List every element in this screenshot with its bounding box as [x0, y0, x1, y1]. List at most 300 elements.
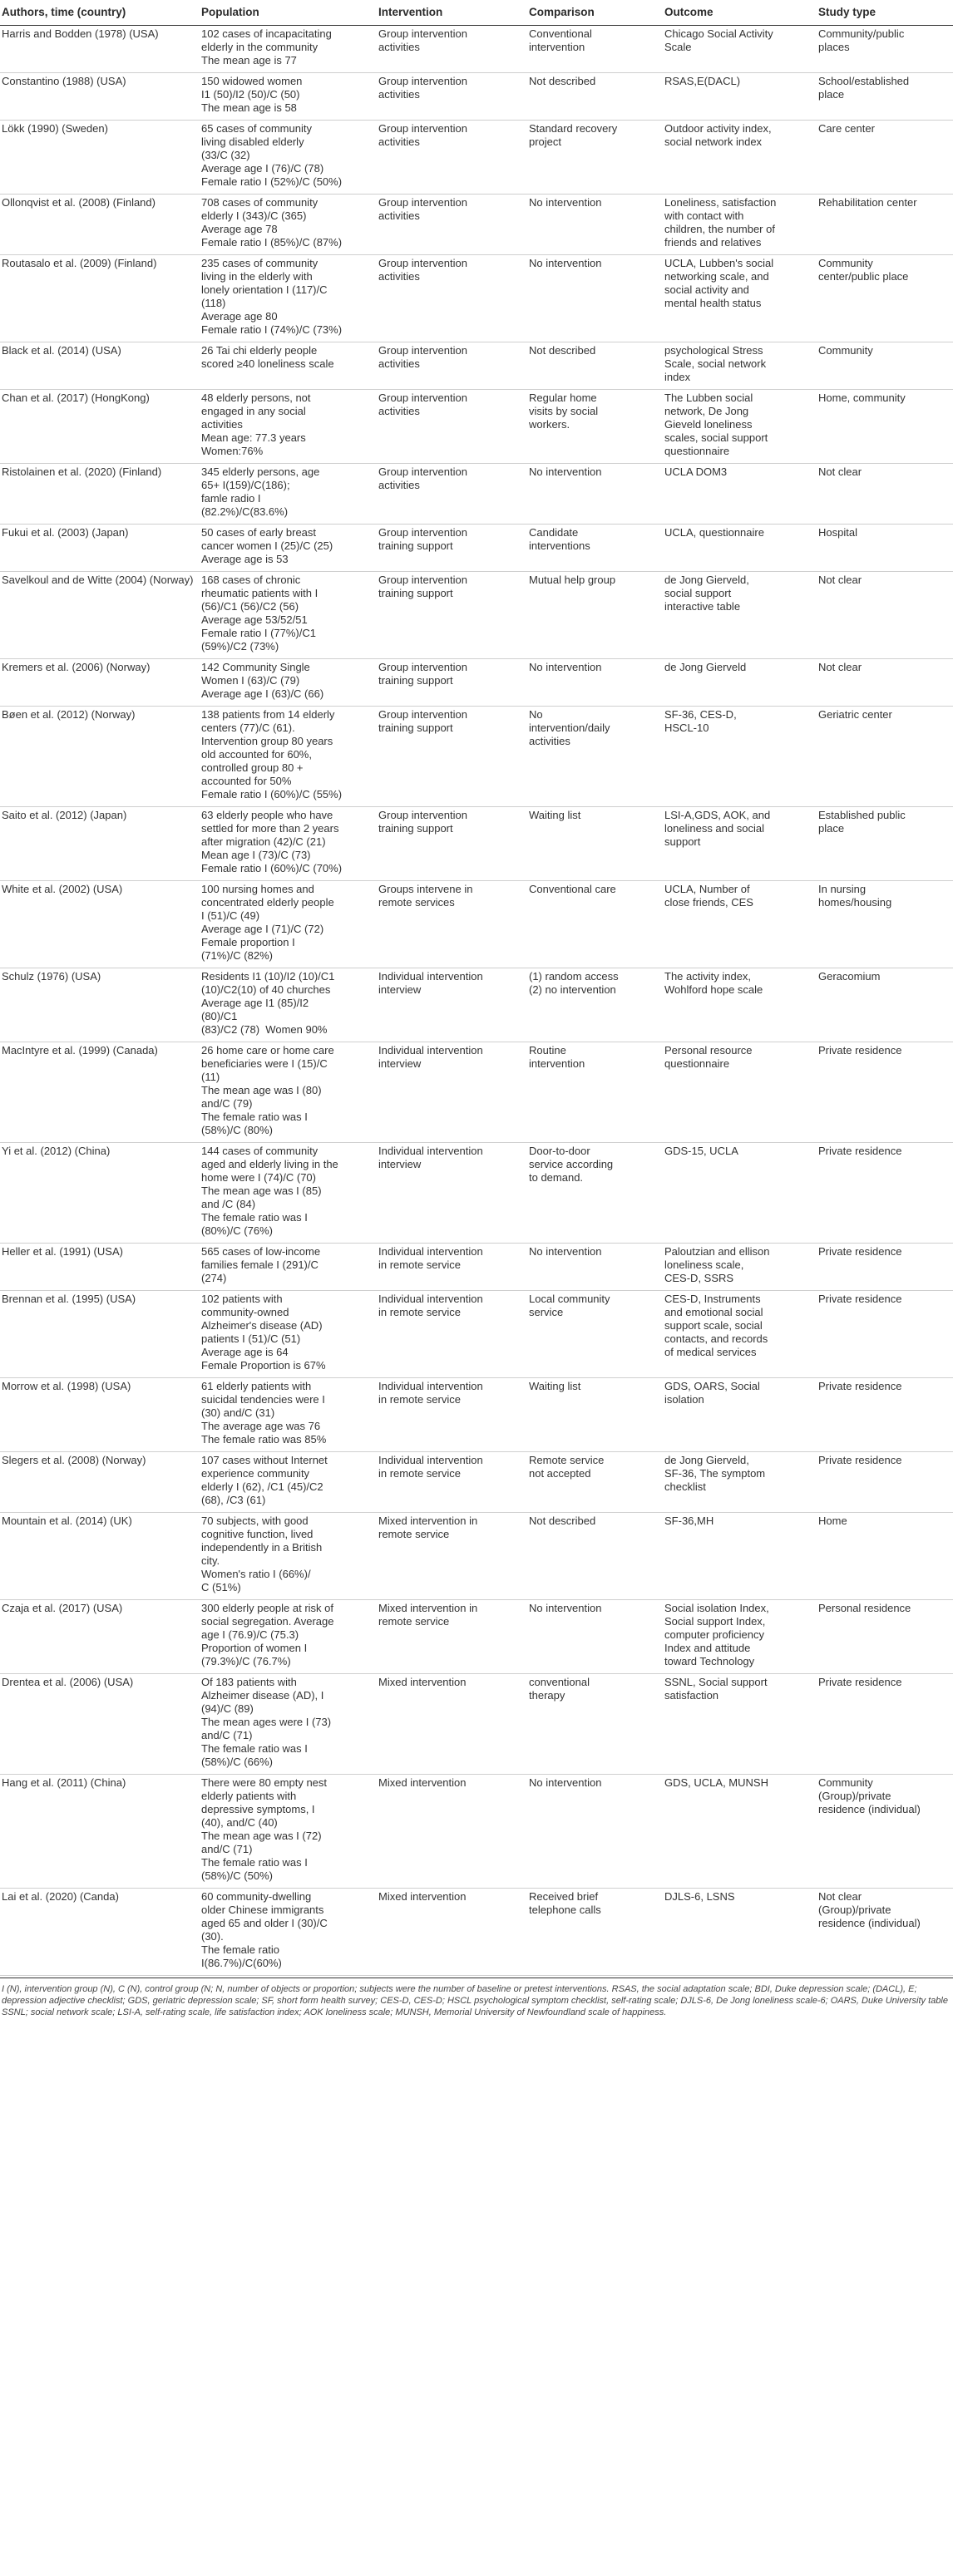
cell-population-line: I (51)/C (49) — [201, 909, 260, 922]
cell-intervention-line: Group intervention — [378, 75, 467, 87]
cell-population — [200, 572, 377, 659]
cell-comparison-line: No intervention — [529, 465, 602, 478]
cell-intervention-line: remote service — [378, 1528, 450, 1540]
cell-outcome-line: index — [664, 371, 691, 383]
cell-study-type-line: Not clear — [818, 465, 862, 478]
cell-population — [200, 1674, 377, 1775]
cell-population-line: beneficiaries were I (15)/C — [201, 1057, 328, 1070]
cell-population-line: older Chinese immigrants — [201, 1904, 324, 1916]
table-row — [0, 707, 953, 807]
cell-study-type — [817, 1775, 953, 1889]
table-row — [0, 1291, 953, 1378]
cell-author: Mountain et al. (2014) (UK) — [0, 1513, 200, 1600]
cell-study-type — [817, 121, 953, 195]
cell-study-type — [817, 807, 953, 881]
cell-comparison-line: Remote service — [529, 1454, 605, 1466]
cell-intervention — [377, 1378, 527, 1452]
cell-author: Slegers et al. (2008) (Norway) — [0, 1452, 200, 1513]
cell-population-line: community-owned — [201, 1306, 289, 1318]
cell-population — [200, 1378, 377, 1452]
cell-comparison-line: Received brief — [529, 1890, 599, 1903]
cell-comparison-line: to demand. — [529, 1171, 584, 1184]
cell-population-line: (58%)/C (66%) — [201, 1756, 273, 1768]
cell-population — [200, 1291, 377, 1378]
cell-population-line: (71%)/C (82%) — [201, 949, 273, 962]
cell-intervention-line: activities — [378, 405, 420, 417]
cell-population-line: elderly in the community — [201, 41, 318, 53]
cell-population — [200, 1775, 377, 1889]
cell-author: MacIntyre et al. (1999) (Canada) — [0, 1042, 200, 1143]
cell-outcome-line: Wohlford hope scale — [664, 983, 763, 996]
cell-study-type-line: Personal residence — [818, 1602, 911, 1614]
cell-population-line: (30) and/C (31) — [201, 1406, 275, 1419]
cell-comparison-line: Conventional — [529, 27, 592, 40]
cell-intervention-line: Group intervention — [378, 708, 467, 721]
cell-population-line: 102 patients with — [201, 1293, 283, 1305]
cell-outcome-line: loneliness and social — [664, 822, 764, 835]
cell-population-line: families female I (291)/C — [201, 1258, 318, 1271]
cell-population-line: social segregation. Average — [201, 1615, 334, 1628]
cell-population-line: (59%)/C2 (73%) — [201, 640, 279, 653]
cell-population-line: engaged in any social — [201, 405, 306, 417]
cell-population-line: 26 Tai chi elderly people — [201, 344, 318, 357]
cell-study-type — [817, 659, 953, 707]
cell-comparison-line: visits by social — [529, 405, 599, 417]
cell-author: Heller et al. (1991) (USA) — [0, 1244, 200, 1291]
cell-outcome — [663, 1889, 817, 1976]
cell-study-type — [817, 1291, 953, 1378]
cell-population-line: (94)/C (89) — [201, 1702, 254, 1715]
cell-intervention — [377, 1291, 527, 1378]
cell-study-type-line: In nursing — [818, 883, 867, 895]
cell-population-line: Female proportion I — [201, 936, 295, 948]
cell-study-type-line: residence (individual) — [818, 1917, 921, 1929]
cell-outcome — [663, 1244, 817, 1291]
cell-population-line: The mean age was I (85) — [201, 1185, 322, 1197]
cell-author: Czaja et al. (2017) (USA) — [0, 1600, 200, 1674]
cell-study-type — [817, 968, 953, 1042]
cell-study-type-line: residence (individual) — [818, 1803, 921, 1815]
header-row — [0, 0, 953, 26]
cell-study-type-line: Private residence — [818, 1293, 902, 1305]
cell-intervention — [377, 1244, 527, 1291]
header-outcome: Outcome — [663, 0, 817, 26]
table-row — [0, 1600, 953, 1674]
cell-study-type — [817, 464, 953, 525]
table-row — [0, 1378, 953, 1452]
table-row — [0, 1674, 953, 1775]
table-header — [0, 0, 953, 26]
cell-population-line: Female Proportion is 67% — [201, 1359, 326, 1372]
cell-population-line: I(86.7%)/C(60%) — [201, 1957, 282, 1969]
cell-comparison — [527, 1143, 663, 1244]
cell-study-type-line: Community — [818, 344, 873, 357]
cell-population-line: and/C (71) — [201, 1729, 253, 1741]
cell-population-line: Female ratio I (74%)/C (73%) — [201, 323, 343, 336]
cell-intervention-line: Group intervention — [378, 661, 467, 673]
cell-comparison — [527, 659, 663, 707]
cell-comparison-line: Door-to-door — [529, 1145, 590, 1157]
cell-intervention-line: activities — [378, 479, 420, 491]
cell-intervention-line: interview — [378, 1158, 422, 1170]
cell-intervention-line: Group intervention — [378, 257, 467, 269]
cell-population-line: elderly patients with — [201, 1790, 297, 1802]
cell-outcome-line: loneliness scale, — [664, 1258, 744, 1271]
cell-comparison — [527, 525, 663, 572]
cell-intervention-line: Group intervention — [378, 526, 467, 539]
cell-comparison-line: therapy — [529, 1689, 565, 1702]
cell-population-line: 708 cases of community — [201, 196, 318, 209]
cell-population-line: (40), and/C (40) — [201, 1816, 278, 1829]
cell-population-line: Mean age I (73)/C (73) — [201, 849, 311, 861]
cell-population — [200, 73, 377, 121]
table-row — [0, 1889, 953, 1976]
cell-outcome-line: SSNL, Social support — [664, 1676, 768, 1688]
cell-outcome — [663, 1291, 817, 1378]
cell-comparison — [527, 572, 663, 659]
table-row — [0, 73, 953, 121]
cell-outcome — [663, 1452, 817, 1513]
cell-author: Savelkoul and de Witte (2004) (Norway) — [0, 572, 200, 659]
cell-population-line: suicidal tendencies were I — [201, 1393, 325, 1406]
cell-intervention-line: Group intervention — [378, 122, 467, 135]
table-row — [0, 1042, 953, 1143]
cell-population — [200, 121, 377, 195]
cell-intervention — [377, 525, 527, 572]
cell-population — [200, 1244, 377, 1291]
table-row — [0, 968, 953, 1042]
cell-population-line: The average age was 76 — [201, 1420, 321, 1432]
cell-author: Chan et al. (2017) (HongKong) — [0, 390, 200, 464]
cell-population-line: cancer women I (25)/C (25) — [201, 539, 333, 552]
cell-population-line: (30). — [201, 1930, 224, 1943]
cell-outcome-line: Paloutzian and ellison — [664, 1245, 770, 1258]
cell-study-type-line: Private residence — [818, 1245, 902, 1258]
cell-outcome-line: and emotional social — [664, 1306, 763, 1318]
cell-study-type — [817, 390, 953, 464]
cell-author: Lökk (1990) (Sweden) — [0, 121, 200, 195]
cell-intervention — [377, 342, 527, 390]
cell-comparison-line: project — [529, 135, 562, 148]
cell-comparison-line: Not described — [529, 344, 596, 357]
cell-study-type-line: Not clear — [818, 661, 862, 673]
cell-outcome-line: contacts, and records — [664, 1332, 768, 1345]
cell-population-line: 65+ I(159)/C(186); — [201, 479, 290, 491]
table-row — [0, 255, 953, 342]
cell-outcome-line: social support — [664, 587, 732, 599]
cell-intervention-line: Individual intervention — [378, 1380, 483, 1392]
cell-comparison-line: No intervention — [529, 1245, 602, 1258]
cell-population-line: 65 cases of community — [201, 122, 312, 135]
cell-intervention-line: Mixed intervention in — [378, 1602, 478, 1614]
cell-comparison — [527, 1674, 663, 1775]
cell-population-line: Average age is 53 — [201, 553, 289, 565]
cell-population-line: living in the elderly with — [201, 270, 313, 283]
cell-comparison — [527, 1378, 663, 1452]
cell-population-line: aged and elderly living in the — [201, 1158, 338, 1170]
cell-population-line: There were 80 empty nest — [201, 1776, 328, 1789]
cell-outcome — [663, 342, 817, 390]
cell-comparison-line: No — [529, 708, 543, 721]
table-row — [0, 1244, 953, 1291]
cell-study-type-line: (Group)/private — [818, 1790, 891, 1802]
cell-population-line: (83)/C2 (78) Women 90% — [201, 1023, 328, 1036]
cell-outcome-line: The Lubben social — [664, 392, 753, 404]
table-row — [0, 464, 953, 525]
cell-population — [200, 1143, 377, 1244]
cell-comparison-line: Not described — [529, 1515, 596, 1527]
cell-author: Drentea et al. (2006) (USA) — [0, 1674, 200, 1775]
cell-population-line: Female ratio I (60%)/C (70%) — [201, 862, 343, 874]
cell-outcome-line: SF-36, The symptom — [664, 1467, 766, 1480]
cell-intervention — [377, 659, 527, 707]
cell-comparison — [527, 1291, 663, 1378]
cell-comparison-line: Mutual help group — [529, 574, 616, 586]
cell-intervention — [377, 464, 527, 525]
cell-population-line: centers (77)/C (61). — [201, 722, 295, 734]
cell-intervention-line: in remote service — [378, 1258, 461, 1271]
cell-outcome-line: HSCL-10 — [664, 722, 709, 734]
cell-outcome-line: Loneliness, satisfaction — [664, 196, 777, 209]
cell-population — [200, 1889, 377, 1976]
cell-comparison — [527, 255, 663, 342]
cell-population-line: city. — [201, 1554, 220, 1567]
cell-study-type-line: homes/housing — [818, 896, 892, 909]
cell-author: Harris and Bodden (1978) (USA) — [0, 26, 200, 73]
cell-intervention-line: activities — [378, 357, 420, 370]
cell-outcome — [663, 1143, 817, 1244]
cell-intervention-line: Mixed intervention in — [378, 1515, 478, 1527]
cell-outcome-line: UCLA DOM3 — [664, 465, 728, 478]
cell-population-line: Residents I1 (10)/I2 (10)/C1 — [201, 970, 335, 983]
cell-population — [200, 968, 377, 1042]
cell-comparison — [527, 390, 663, 464]
cell-comparison — [527, 26, 663, 73]
cell-outcome-line: social network index — [664, 135, 763, 148]
cell-population-line: elderly I (62), /C1 (45)/C2 — [201, 1480, 323, 1493]
cell-outcome — [663, 572, 817, 659]
cell-outcome-line: Social isolation Index, — [664, 1602, 769, 1614]
cell-outcome-line: de Jong Gierveld, — [664, 574, 749, 586]
cell-author: Fukui et al. (2003) (Japan) — [0, 525, 200, 572]
cell-author: White et al. (2002) (USA) — [0, 881, 200, 968]
cell-study-type — [817, 881, 953, 968]
cell-outcome-line: UCLA, questionnaire — [664, 526, 764, 539]
cell-outcome-line: checklist — [664, 1480, 706, 1493]
cell-outcome — [663, 1042, 817, 1143]
cell-comparison-line: No intervention — [529, 1776, 602, 1789]
cell-author: Constantino (1988) (USA) — [0, 73, 200, 121]
cell-comparison-line: Standard recovery — [529, 122, 618, 135]
cell-population-line: The mean age is 58 — [201, 101, 297, 114]
cell-population-line: I1 (50)/I2 (50)/C (50) — [201, 88, 300, 101]
table-row — [0, 121, 953, 195]
cell-outcome-line: Index and attitude — [664, 1642, 751, 1654]
cell-author: Routasalo et al. (2009) (Finland) — [0, 255, 200, 342]
cell-outcome — [663, 707, 817, 807]
header-intervention: Intervention — [377, 0, 527, 26]
cell-study-type-line: Community — [818, 1776, 873, 1789]
cell-population-line: The mean age was I (80) — [201, 1084, 322, 1096]
cell-outcome-line: computer proficiency — [664, 1628, 764, 1641]
cell-outcome — [663, 525, 817, 572]
cell-population-line: Female ratio I (77%)/C1 — [201, 627, 316, 639]
cell-comparison — [527, 807, 663, 881]
table-row — [0, 342, 953, 390]
cell-comparison — [527, 73, 663, 121]
cell-population-line: The mean age was I (72) — [201, 1830, 322, 1842]
cell-intervention — [377, 1889, 527, 1976]
cell-population — [200, 881, 377, 968]
cell-outcome — [663, 1674, 817, 1775]
cell-population-line: 142 Community Single — [201, 661, 310, 673]
cell-population-line: independently in a British — [201, 1541, 323, 1554]
cell-outcome — [663, 659, 817, 707]
cell-population-line: concentrated elderly people — [201, 896, 334, 909]
cell-intervention-line: remote services — [378, 896, 455, 909]
cell-outcome-line: friends and relatives — [664, 236, 762, 249]
cell-study-type — [817, 1378, 953, 1452]
cell-outcome-line: support — [664, 835, 701, 848]
cell-study-type — [817, 707, 953, 807]
table-row — [0, 1775, 953, 1889]
cell-intervention — [377, 255, 527, 342]
cell-study-type-line: Not clear — [818, 574, 862, 586]
cell-population-line: Women's ratio I (66%)/ — [201, 1568, 311, 1580]
cell-study-type-line: Private residence — [818, 1676, 902, 1688]
cell-population-line: (274) — [201, 1272, 227, 1284]
cell-author: Ristolainen et al. (2020) (Finland) — [0, 464, 200, 525]
cell-outcome — [663, 1513, 817, 1600]
cell-population-line: The female ratio was I — [201, 1742, 308, 1755]
cell-intervention — [377, 807, 527, 881]
cell-comparison-line: Routine — [529, 1044, 566, 1057]
cell-population-line: controlled group 80 + — [201, 761, 304, 774]
cell-population — [200, 1042, 377, 1143]
cell-population-line: (10)/C2(10) of 40 churches — [201, 983, 331, 996]
cell-study-type — [817, 1889, 953, 1976]
cell-outcome-line: RSAS,E(DACL) — [664, 75, 741, 87]
cell-population — [200, 26, 377, 73]
cell-intervention-line: activities — [378, 88, 420, 101]
cell-population — [200, 255, 377, 342]
cell-population-line: The female ratio was I — [201, 1111, 308, 1123]
cell-outcome-line: questionnaire — [664, 445, 730, 457]
cell-comparison-line: Conventional care — [529, 883, 616, 895]
cell-study-type-line: Rehabilitation center — [818, 196, 917, 209]
cell-population-line: experience community — [201, 1467, 310, 1480]
cell-population-line: Mean age: 77.3 years — [201, 431, 306, 444]
cell-population-line: (79.3%)/C (76.7%) — [201, 1655, 291, 1667]
cell-outcome — [663, 195, 817, 255]
cell-study-type — [817, 342, 953, 390]
cell-population-line: patients I (51)/C (51) — [201, 1332, 301, 1345]
cell-population-line: 50 cases of early breast — [201, 526, 317, 539]
cell-population-line: (80)/C1 — [201, 1010, 238, 1022]
cell-population-line: Average age I1 (85)/I2 — [201, 997, 309, 1009]
header-comparison: Comparison — [527, 0, 663, 26]
cell-outcome-line: of medical services — [664, 1346, 757, 1358]
cell-comparison-line: conventional — [529, 1676, 590, 1688]
cell-comparison — [527, 464, 663, 525]
cell-study-type-line: places — [818, 41, 850, 53]
cell-intervention — [377, 1674, 527, 1775]
cell-comparison — [527, 1513, 663, 1600]
cell-intervention — [377, 390, 527, 464]
cell-comparison — [527, 1244, 663, 1291]
cell-intervention-line: activities — [378, 41, 420, 53]
cell-intervention-line: Group intervention — [378, 809, 467, 821]
cell-study-type-line: Private residence — [818, 1380, 902, 1392]
cell-outcome-line: Scale — [664, 41, 692, 53]
cell-population-line: 144 cases of community — [201, 1145, 318, 1157]
cell-intervention — [377, 1042, 527, 1143]
cell-intervention-line: Group intervention — [378, 392, 467, 404]
cell-population-line: elderly I (343)/C (365) — [201, 209, 307, 222]
cell-study-type-line: Community — [818, 257, 873, 269]
cell-study-type-line: place — [818, 822, 845, 835]
cell-study-type — [817, 26, 953, 73]
cell-population-line: The female ratio was I — [201, 1856, 308, 1869]
cell-population-line: accounted for 50% — [201, 775, 292, 787]
cell-outcome — [663, 1775, 817, 1889]
header-authors: Authors, time (country) — [0, 0, 200, 26]
cell-population — [200, 707, 377, 807]
cell-population-line: old accounted for 60%, — [201, 748, 312, 761]
cell-population-line: The female ratio — [201, 1943, 279, 1956]
cell-outcome — [663, 1378, 817, 1452]
cell-outcome-line: satisfaction — [664, 1689, 719, 1702]
cell-intervention-line: Mixed intervention — [378, 1890, 467, 1903]
table-row — [0, 390, 953, 464]
cell-outcome-line: SF-36, CES-D, — [664, 708, 737, 721]
cell-population-line: 345 elderly persons, age — [201, 465, 320, 478]
cell-population-line: 138 patients from 14 elderly — [201, 708, 335, 721]
cell-population-line: aged 65 and older I (30)/C — [201, 1917, 328, 1929]
cell-outcome-line: DJLS-6, LSNS — [664, 1890, 735, 1903]
cell-population-line: 565 cases of low-income — [201, 1245, 321, 1258]
cell-population-line: settled for more than 2 years — [201, 822, 339, 835]
cell-intervention — [377, 881, 527, 968]
cell-outcome-line: children, the number of — [664, 223, 775, 235]
cell-intervention-line: interview — [378, 1057, 422, 1070]
cell-comparison-line: Waiting list — [529, 809, 581, 821]
cell-intervention-line: Group intervention — [378, 196, 467, 209]
cell-comparison — [527, 1600, 663, 1674]
cell-comparison-line: intervention/daily — [529, 722, 610, 734]
cell-comparison-line: not accepted — [529, 1467, 591, 1480]
cell-population-line: 26 home care or home care — [201, 1044, 334, 1057]
cell-outcome-line: network, De Jong — [664, 405, 749, 417]
cell-intervention-line: Group intervention — [378, 574, 467, 586]
cell-intervention-line: training support — [378, 587, 453, 599]
table-row — [0, 1513, 953, 1600]
cell-intervention — [377, 1143, 527, 1244]
cell-comparison — [527, 195, 663, 255]
cell-intervention-line: training support — [378, 539, 453, 552]
table-row — [0, 195, 953, 255]
cell-author: Bøen et al. (2012) (Norway) — [0, 707, 200, 807]
cell-study-type-line: Community/public — [818, 27, 905, 40]
cell-study-type — [817, 195, 953, 255]
cell-intervention — [377, 73, 527, 121]
cell-population-line: 102 cases of incapacitating — [201, 27, 332, 40]
cell-study-type — [817, 1600, 953, 1674]
cell-outcome — [663, 73, 817, 121]
cell-comparison-line: telephone calls — [529, 1904, 601, 1916]
cell-population-line: 235 cases of community — [201, 257, 318, 269]
cell-population-line: 100 nursing homes and — [201, 883, 314, 895]
